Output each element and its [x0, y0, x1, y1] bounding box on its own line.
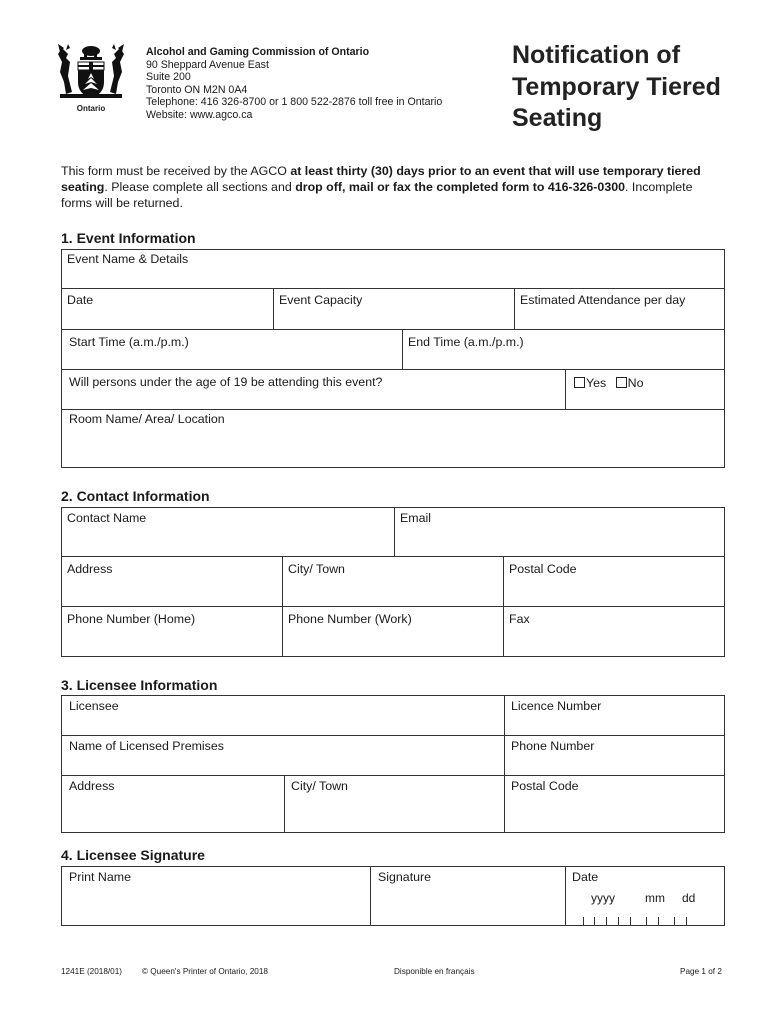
licensee-postal-code-field[interactable] — [504, 776, 724, 832]
licensee-row — [61, 695, 725, 736]
date-tick — [674, 917, 675, 925]
page-number: Page 1 of 2 — [680, 967, 722, 976]
date-label: Date — [67, 293, 94, 307]
event-name-row — [61, 249, 725, 289]
form-number: 1241E (2018/01) — [61, 967, 122, 976]
date-field[interactable] — [62, 288, 273, 329]
date-mm-label: mm — [645, 891, 665, 905]
yes-no-options — [574, 376, 644, 390]
copyright-notice: © Queen's Printer of Ontario, 2018 — [142, 967, 268, 976]
date-tick — [594, 917, 595, 925]
start-time-field[interactable] — [62, 330, 402, 369]
date-tick — [658, 917, 659, 925]
signature-date-field[interactable] — [565, 867, 724, 925]
section-3-heading: 3. Licensee Information — [61, 677, 218, 693]
end-time-label: End Time (a.m./p.m.) — [408, 335, 524, 349]
date-tick — [606, 917, 607, 925]
estimated-attendance-label: Estimated Attendance per day — [520, 293, 686, 307]
contact-phone-row — [61, 606, 725, 657]
email-field[interactable] — [394, 508, 724, 556]
under-19-answer-cell — [565, 370, 724, 409]
fax-label: Fax — [509, 612, 530, 626]
licensee-field[interactable] — [62, 696, 504, 735]
date-tick — [583, 917, 584, 925]
yes-label: Yes — [586, 376, 607, 390]
event-capacity-label: Event Capacity — [279, 293, 363, 307]
room-location-field[interactable] — [62, 410, 724, 467]
agency-contact-block — [146, 46, 442, 122]
french-version-note: Disponible en français — [394, 967, 475, 976]
room-row — [61, 409, 725, 468]
premises-row — [61, 735, 725, 776]
event-date-row — [61, 288, 725, 330]
contact-address-label: Address — [67, 562, 113, 576]
signature-row — [61, 866, 725, 926]
ontario-coat-of-arms-logo — [56, 42, 126, 118]
event-capacity-field[interactable] — [273, 288, 514, 329]
phone-home-label: Phone Number (Home) — [67, 612, 196, 626]
under-19-row — [61, 369, 725, 410]
print-name-label: Print Name — [69, 870, 131, 884]
under-19-question-cell — [62, 370, 565, 409]
under-19-question: Will persons under the age of 19 be attending this event? — [69, 375, 383, 389]
logo-label: Ontario — [76, 104, 106, 113]
phone-home-field[interactable] — [62, 607, 282, 656]
licensed-premises-label: Name of Licensed Premises — [69, 739, 224, 753]
contact-postal-code-field[interactable] — [503, 557, 724, 606]
contact-name-label: Contact Name — [67, 511, 147, 525]
title-line-1: Notification of — [512, 41, 681, 69]
date-tick — [618, 917, 619, 925]
contact-city-field[interactable] — [282, 557, 503, 606]
email-label: Email — [400, 511, 431, 525]
telephone-line: Telephone: 416 326-8700 or 1 800 522-2876 toll free in Ontario — [146, 96, 443, 109]
phone-work-label: Phone Number (Work) — [288, 612, 412, 626]
contact-city-label: City/ Town — [288, 562, 345, 576]
contact-address-row — [61, 556, 725, 607]
intro-text-1: This form must be received by the AGCO — [61, 164, 291, 178]
intro-paragraph — [61, 163, 725, 212]
licensee-address-row — [61, 775, 725, 833]
title-line-3: Seating — [512, 104, 603, 132]
section-4-heading: 4. Licensee Signature — [61, 847, 205, 863]
date-tick — [630, 917, 631, 925]
phone-work-field[interactable] — [282, 607, 503, 656]
licence-number-field[interactable] — [504, 696, 724, 735]
title-line-2: Temporary Tiered — [512, 72, 721, 101]
address-line-1: 90 Sheppard Avenue East — [146, 58, 269, 71]
signature-field[interactable] — [370, 867, 565, 925]
website-line: Website: www.agco.ca — [146, 108, 253, 121]
licensee-address-field[interactable] — [62, 776, 284, 832]
date-yyyy-label: yyyy — [591, 891, 615, 905]
contact-name-row — [61, 507, 725, 557]
end-time-field[interactable] — [402, 330, 724, 369]
licensee-address-label: Address — [69, 779, 115, 793]
no-checkbox[interactable] — [616, 377, 627, 388]
intro-text-2: . Please complete all sections and — [104, 180, 296, 195]
address-line-3: Toronto ON M2N 0A4 — [146, 83, 248, 96]
contact-postal-code-label: Postal Code — [509, 562, 577, 576]
date-dd-label: dd — [682, 891, 696, 905]
start-time-label: Start Time (a.m./p.m.) — [69, 335, 189, 349]
event-name-label: Event Name & Details — [67, 252, 189, 266]
section-1-heading: 1. Event Information — [61, 230, 196, 246]
event-name-field[interactable] — [62, 250, 724, 288]
print-name-field[interactable] — [62, 867, 370, 925]
licensed-premises-field[interactable] — [62, 736, 504, 775]
licensee-label: Licensee — [69, 699, 119, 713]
yes-checkbox[interactable] — [574, 377, 585, 388]
event-time-row — [61, 329, 725, 370]
licensee-phone-label: Phone Number — [511, 739, 595, 753]
licensee-phone-field[interactable] — [504, 736, 724, 775]
licensee-city-label: City/ Town — [291, 779, 348, 793]
intro-bold-submission: drop off, mail or fax the completed form to 416-326-0300 — [295, 180, 625, 195]
address-line-2: Suite 200 — [146, 71, 191, 84]
licensee-city-field[interactable] — [284, 776, 504, 832]
licensee-postal-code-label: Postal Code — [511, 779, 579, 793]
signature-label: Signature — [378, 870, 432, 884]
date-tick — [646, 917, 647, 925]
room-location-label: Room Name/ Area/ Location — [69, 412, 225, 426]
intro-text-3: . Incomplete forms will be returned. — [61, 180, 693, 211]
no-label: No — [627, 376, 644, 390]
estimated-attendance-field[interactable] — [514, 288, 724, 329]
date-tick — [686, 917, 687, 925]
contact-name-field[interactable] — [62, 508, 394, 556]
form-title — [512, 40, 721, 135]
fax-field[interactable] — [503, 607, 724, 656]
licence-number-label: Licence Number — [511, 699, 602, 713]
intro-bold-deadline: at least thirty (30) days prior to an event that will use temporary tiered seating — [61, 164, 701, 195]
agency-name: Alcohol and Gaming Commission of Ontario — [146, 46, 370, 58]
section-2-heading: 2. Contact Information — [61, 488, 210, 504]
signature-date-label: Date — [572, 870, 599, 884]
contact-address-field[interactable] — [62, 557, 282, 606]
